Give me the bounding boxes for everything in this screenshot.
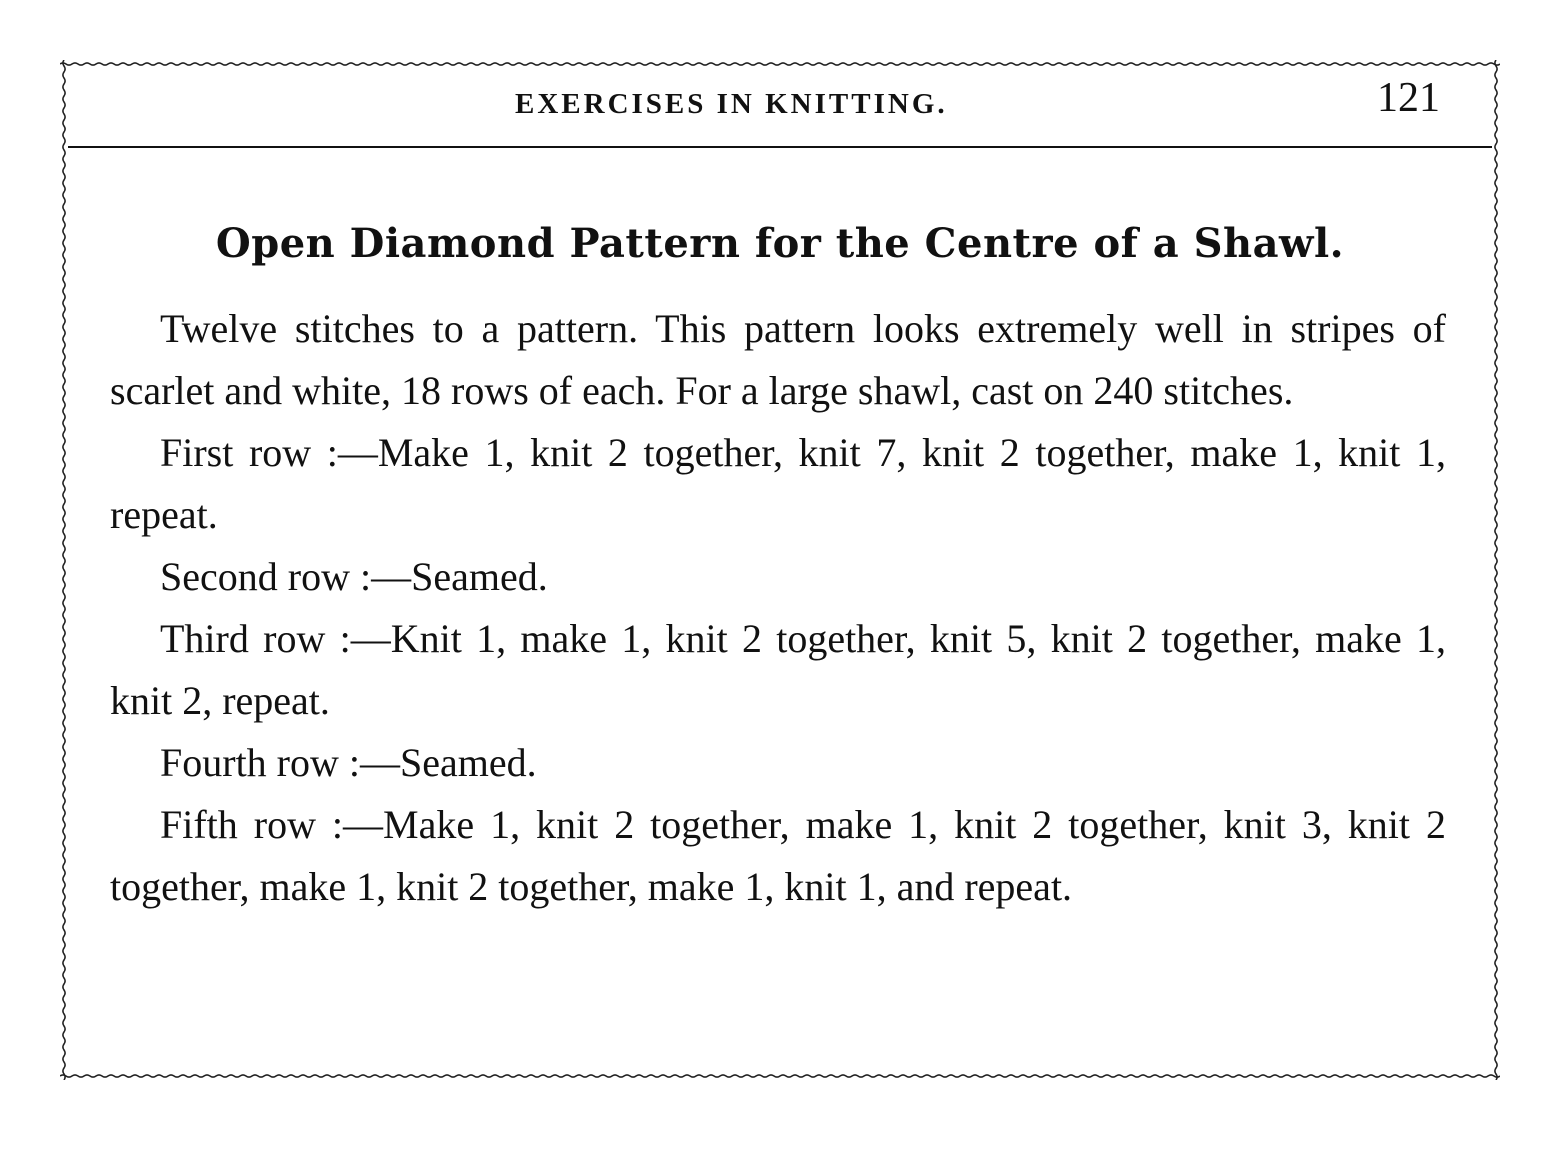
page-frame <box>60 60 1500 1080</box>
paragraph: Third row :—Knit 1, make 1, knit 2 together, knit 5, knit 2 together, make 1, knit 2, repeat. <box>110 616 1446 723</box>
running-title: EXERCISES IN KNITTING. <box>515 88 948 120</box>
paragraph: Second row :—Seamed. <box>160 554 548 599</box>
running-head <box>60 75 1500 142</box>
page-number: 121 <box>1377 75 1440 121</box>
paragraph: First row :—Make 1, knit 2 together, knit 7, knit 2 together, make 1, knit 1, repeat. <box>110 430 1446 537</box>
section-heading: Open Diamond Pattern for the Centre of a Shawl. <box>215 220 1345 267</box>
paragraph: Twelve stitches to a pattern. This pattern looks extremely well in stripes of scarlet and white, 18 rows of each. For a large shawl, cast on 240 stitches. <box>110 306 1446 413</box>
body-text <box>110 298 1446 918</box>
paragraph: Fifth row :—Make 1, knit 2 together, make 1, knit 2 together, knit 3, knit 2 together, make 1, knit 2 together, make 1, knit 1, and repeat. <box>110 802 1446 909</box>
header-rule <box>68 146 1492 148</box>
paragraph: Fourth row :—Seamed. <box>160 740 537 785</box>
